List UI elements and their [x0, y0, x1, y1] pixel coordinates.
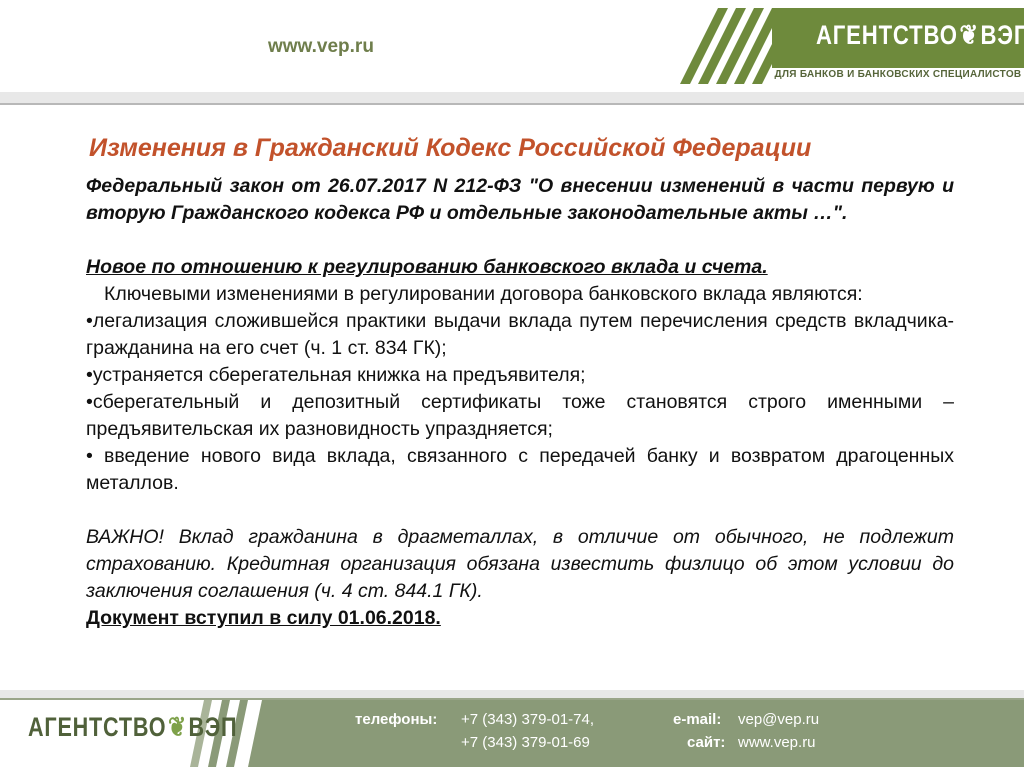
header-website-url[interactable]: www.vep.ru: [268, 36, 374, 57]
phone-number-2[interactable]: +7 (343) 379-01-69: [461, 734, 590, 751]
bullet-item: •легализация сложившейся практики выдачи вклада путем перечисления средств вкладчика-гражданина на его счет (ч. 1 ст. 834 ГК);: [86, 310, 954, 359]
phones-label: телефоны:: [355, 711, 438, 728]
email-label: e-mail:: [673, 711, 722, 728]
leaf-icon: ❦: [959, 20, 979, 50]
header: [0, 0, 1031, 92]
effective-date-line: [86, 605, 954, 632]
main-content: [86, 134, 954, 632]
leaf-icon: ❦: [167, 712, 187, 742]
effective-date: Документ вступил в силу 01.06.2018.: [86, 607, 441, 629]
bullet-item: •сберегательный и депозитный сертификаты тоже становятся строго именными – предъявительская их разновидность упраздняется;: [86, 391, 954, 440]
site-label: сайт:: [687, 734, 726, 751]
bullet-item: •устраняется сберегательная книжка на предъявителя;: [86, 364, 586, 386]
law-reference: Федеральный закон от 26.07.2017 N 212-ФЗ "О внесении изменений в части первую и вторую Гражданского кодекса РФ и отдельные законодательные акты …".: [86, 175, 954, 224]
top-divider-line: [0, 103, 1024, 105]
header-logo-wordmark: [816, 20, 1031, 51]
bottom-divider: [0, 690, 1024, 698]
header-tagline: ДЛЯ БАНКОВ И БАНКОВСКИХ СПЕЦИАЛИСТОВ: [774, 69, 1022, 80]
header-logo[interactable]: [772, 8, 1031, 68]
top-divider: [0, 92, 1024, 103]
header-tagline-box: [772, 68, 1024, 84]
footer-logo[interactable]: [28, 712, 237, 743]
important-note: ВАЖНО! Вклад гражданина в драгметаллах, в отличие от обычного, не подлежит страхованию. Кредитная организация обязана известить физлицо об этом условии до заключения соглашения (ч. 4 ст. 844.1 ГК).: [86, 526, 954, 602]
site-link[interactable]: www.vep.ru: [738, 734, 816, 751]
section-subheading: Новое по отношению к регулированию банковского вклада и счета.: [86, 256, 768, 278]
header-logo-word-vep: ВЭП: [980, 20, 1031, 50]
intro-paragraph: Ключевыми изменениями в регулировании договора банковского вклада являются:: [104, 283, 863, 305]
phone-number-1[interactable]: +7 (343) 379-01-74,: [461, 711, 595, 728]
bullet-item: • введение нового вида вклада, связанного с передачей банку и возвратом драгоценных металлов.: [86, 445, 954, 494]
footer-logo-word-agency: АГЕНТСТВО: [28, 712, 167, 742]
email-link[interactable]: vep@vep.ru: [738, 711, 820, 728]
page-title: Изменения в Гражданский Кодекс Российской Федерации: [89, 134, 812, 162]
header-logo-word-agency: АГЕНТСТВО: [816, 20, 958, 50]
footer-logo-word-vep: ВЭП: [188, 712, 238, 742]
